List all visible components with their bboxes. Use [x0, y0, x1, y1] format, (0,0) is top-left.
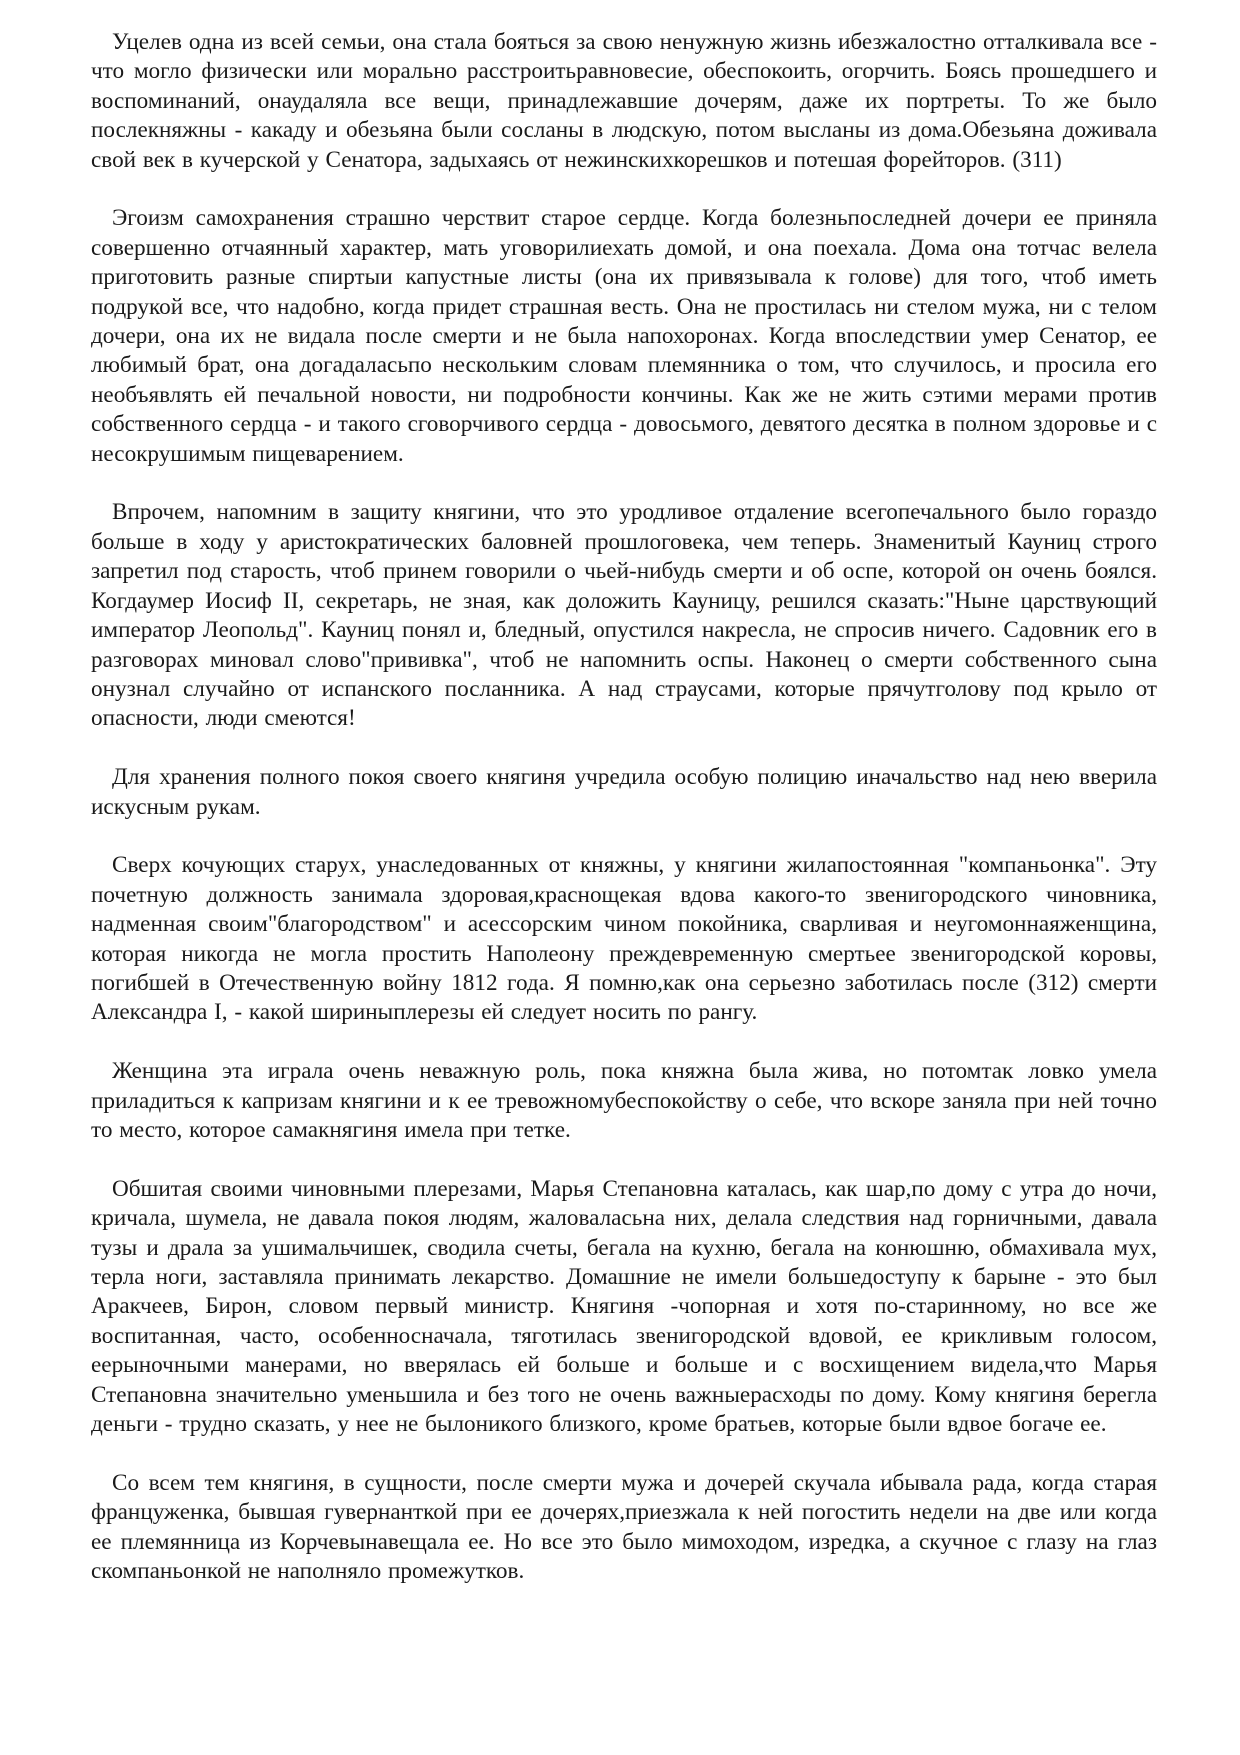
paragraph-1: Уцелев одна из всей семьи, она стала бояться за свою ненужную жизнь ибезжалостно отталкивала все - что могло физически или морально расстроитьравновесие, обеспокоить, огорчить. Боясь прошедшего и воспоминаний, онаудаляла все вещи, принадлежавшие дочерям, даже их портреты. То же было послекняжны - какаду и обезьяна были сосланы в людскую, потом высланы из дома.Обезьяна доживала свой век в кучерской у Сенатора, задыхаясь от нежинскихкорешков и потешая форейторов. (311) [91, 29, 1157, 173]
paragraph-2: Эгоизм самохранения страшно черствит старое сердце. Когда болезньпоследней дочери ее приняла совершенно отчаянный характер, мать уговорилиехать домой, и она поехала. Дома она тотчас велела приготовить разные спиртыи капустные листы (она их привязывала к голове) для того, чтоб иметь подрукой все, что надобно, когда придет страшная весть. Она не простилась ни стелом мужа, ни с телом дочери, она их не видала после смерти и не была напохоронах. Когда впоследствии умер Сенатор, ее любимый брат, она догадаласьпо нескольким словам племянника о том, что случилось, и просила его необъявлять ей печальной новости, ни подробности кончины. Как же не жить сэтими мерами против собственного сердца - и такого сговорчивого сердца - довосьмого, девятого десятка в полном здоровье и с несокрушимым пищеварением. [91, 205, 1157, 467]
document-page [91, 28, 1157, 1586]
paragraph-5: Сверх кочующих старух, унаследованных от княжны, у княгини жилапостоянная "компаньонка". Эту почетную должность занимала здоровая,краснощекая вдова какого-то звенигородского чиновника, надменная своим"благородством" и асессорским чином покойника, сварливая и неугомоннаяженщина, которая никогда не могла простить Наполеону преждевременную смертьее звенигородской коровы, погибшей в Отечественную войну 1812 года. Я помню,как она серьезно заботилась после (312) смерти Александра I, - какой шириныплерезы ей следует носить по рангу. [91, 852, 1157, 1026]
paragraph-7: Обшитая своими чиновными плерезами, Марья Степановна каталась, как шар,по дому с утра до ночи, кричала, шумела, не давала покоя людям, жаловаласьна них, делала следствия над горничными, давала тузы и драла за ушимальчишек, сводила счеты, бегала на кухню, бегала на конюшню, обмахивала мух, терла ноги, заставляла принимать лекарство. Домашние не имели большедоступу к барыне - это был Аракчеев, Бирон, словом первый министр. Княгиня -чопорная и хотя по-старинному, но все же воспитанная, часто, особенносначала, тяготилась звенигородской вдовой, ее крикливым голосом, еерыночными манерами, но вверялась ей больше и больше и с восхищением видела,что Марья Степановна значительно уменьшила и без того не очень важныерасходы по дому. Кому княгиня берегла деньги - трудно сказать, у нее не былоникого близкого, кроме братьев, которые были вдвое богаче ее. [91, 1175, 1157, 1437]
paragraph-6: Женщина эта играла очень неважную роль, пока княжна была жива, но потомтак ловко умела приладиться к капризам княгини и к ее тревожномубеспокойству о себе, что вскоре заняла при ней точно то место, которое самакнягиня имела при тетке. [91, 1058, 1157, 1143]
paragraph-8: Со всем тем княгиня, в сущности, после смерти мужа и дочерей скучала ибывала рада, когда старая француженка, бывшая гувернанткой при ее дочерях,приезжала к ней погостить недели на две или когда ее племянница из Корчевынавещала ее. Но все это было мимоходом, изредка, а скучное с глазу на глаз скомпаньонкой не наполняло промежутков. [91, 1469, 1157, 1585]
paragraph-4: Для хранения полного покоя своего княгиня учредила особую полицию иначальство над нею вверила искусным рукам. [91, 764, 1157, 820]
paragraph-3: Впрочем, напомним в защиту княгини, что это уродливое отдаление всегопечального было гораздо больше в ходу у аристократических баловней прошлоговека, чем теперь. Знаменитый Кауниц строго запретил под старость, чтоб принем говорили о чьей-нибудь смерти и об оспе, которой он очень боялся. Когдаумер Иосиф II, секретарь, не зная, как доложить Кауницу, решился сказать:"Ныне царствующий император Леопольд". Кауниц понял и, бледный, опустился накресла, не спросив ничего. Садовник его в разговорах миновал слово"прививка", чтоб не напомнить оспы. Наконец о смерти собственного сына онузнал случайно от испанского посланника. А над страусами, которые прячутголову под крыло от опасности, люди смеются! [91, 499, 1157, 732]
